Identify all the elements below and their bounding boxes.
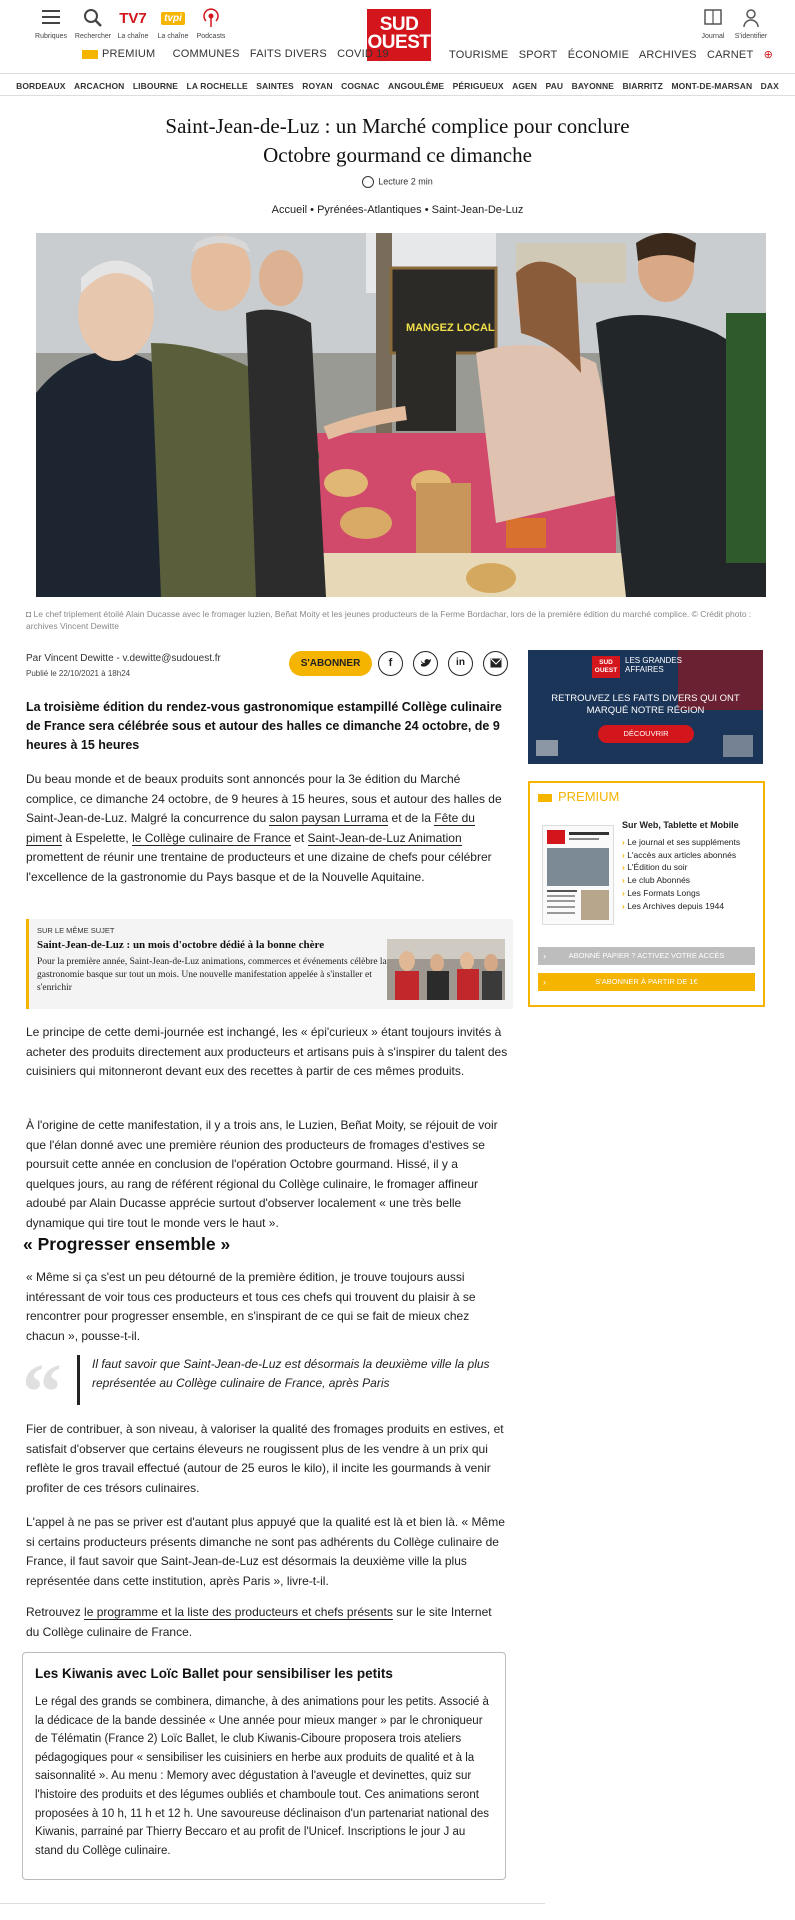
list-item: › L'accès aux articles abonnés xyxy=(622,849,740,862)
related-thumbnail xyxy=(387,939,505,1000)
premium-icon xyxy=(538,794,552,802)
nav-tourisme[interactable]: TOURISME xyxy=(449,49,509,61)
ad-logo: SUD OUEST xyxy=(592,656,620,678)
related-summary: Pour la première année, Saint-Jean-de-Luz animations, commerces et événements célèbre la gastronomie basque sur tout un mois. Une nouvelle manifestation appelée à s'installer et s'enrichir xyxy=(37,957,387,993)
nav-sport[interactable]: SPORT xyxy=(518,49,558,61)
advert-banner[interactable]: SUD OUEST LES GRANDES AFFAIRES RETROUVEZ LES FAITS DIVERS QUI ONT MARQUÉ NOTRE RÉGION DÉCOUVRIR xyxy=(528,650,763,764)
quote-bar xyxy=(77,1355,80,1405)
city-link[interactable]: LA ROCHELLE xyxy=(186,81,248,91)
tv7-logo: TV7 xyxy=(119,10,147,27)
activate-access-button[interactable]: › ABONNÉ PAPIER ? ACTIVEZ VOTRE ACCÈS xyxy=(538,947,755,965)
photo-caption: ◘ Le chef triplement étoilé Alain Ducasse avec le fromager luzien, Beñat Moity et les jeunes producteurs de la Ferme Bordachar, lors de la première édition du marché complice. © Crédit photo : archives Vincent Dewitte xyxy=(26,609,752,631)
ad-discover-button[interactable]: DÉCOUVRIR xyxy=(598,725,694,743)
publish-date: Publié le 22/10/2021 à 18h24 xyxy=(26,669,131,678)
pull-quote: “ Il faut savoir que Saint-Jean-de-Luz est désormais la deuxième ville la plus représentée au Collège culinaire de France, après Paris xyxy=(22,1349,490,1437)
city-link[interactable]: COGNAC xyxy=(341,81,380,91)
camera-icon: ◘ xyxy=(26,609,34,619)
add-icon[interactable]: ⊕ xyxy=(763,49,774,61)
divider xyxy=(0,95,795,96)
email-share-icon[interactable] xyxy=(483,651,508,676)
nav-communes[interactable]: COMMUNES xyxy=(172,48,240,60)
city-link[interactable]: PÉRIGUEUX xyxy=(452,81,504,91)
city-link[interactable]: BAYONNE xyxy=(571,81,615,91)
nav-faits-divers[interactable]: FAITS DIVERS xyxy=(249,48,327,60)
link-lurrama[interactable]: salon paysan Lurrama xyxy=(269,811,389,825)
divider xyxy=(0,1903,545,1904)
section-heading: « Progresser ensemble » xyxy=(23,1234,231,1254)
linkedin-share-icon[interactable]: in xyxy=(448,651,473,676)
info-box xyxy=(22,1652,506,1880)
user-icon xyxy=(728,8,774,30)
city-link[interactable]: MONT-DE-MARSAN xyxy=(671,81,753,91)
city-link[interactable]: BIARRITZ xyxy=(622,81,663,91)
facebook-share-icon[interactable]: f xyxy=(378,651,403,676)
ad-headline: RETROUVEZ LES FAITS DIVERS QUI ONT MARQUÉ NOTRE RÉGION xyxy=(551,693,740,716)
nav-economie[interactable]: ÉCONOMIE xyxy=(567,49,630,61)
city-link[interactable]: LIBOURNE xyxy=(132,81,179,91)
city-link[interactable]: DAX xyxy=(760,81,779,91)
subscribe-button[interactable]: S'ABONNER xyxy=(289,651,372,676)
link-college-culinaire[interactable]: le Collège culinaire de France xyxy=(132,830,291,845)
podcasts-link[interactable]: Podcasts xyxy=(188,8,234,41)
quote-mark-icon: “ xyxy=(22,1349,62,1437)
chevron-right-icon: › xyxy=(543,977,546,987)
link-programme[interactable]: le programme et la liste des producteurs et chefs présents xyxy=(84,1605,393,1619)
paragraph: Fier de contribuer, à son niveau, à valoriser la qualité des fromages produits en estives, et satisfait d'observer que certains éleveurs ne rougissent plus de les vendre à un prix qui reflète le gros travail effectué (autour de 25 euros le kilo), il incite les gourmands à venir profiter de ces trésors culinaires. xyxy=(26,1422,504,1495)
related-title: Saint-Jean-de-Luz : un mois d'octobre dédié à la bonne chère xyxy=(37,939,325,951)
paragraph: Le principe de cette demi-journée est inchangé, les « épi'curieux » étant toujours invités à acheter des produits directement aux producteurs et artisans puis à s'inspirer du talent des cuisiniers qui mitonneront devant eux des recettes à partir de ces mêmes produits. xyxy=(26,1025,508,1078)
nav-covid[interactable]: COVID 19 xyxy=(337,48,389,60)
podcast-icon xyxy=(188,8,234,30)
paragraph: « Même si ça s'est un peu détourné de la première édition, je trouve toujours aussi intéressant de voir tous ces producteurs et tous ces chefs qui trouvent du plaisir à se rencontrer pour progresser ensemble, en s'inspirant de ce qui se fait de mieux chez chacun », pousse-t-il. xyxy=(26,1270,476,1343)
premium-title: PREMIUM xyxy=(538,789,619,804)
read-time: Lecture 2 min xyxy=(0,176,795,188)
twitter-share-icon[interactable] xyxy=(413,651,438,676)
paragraph: Retrouvez le programme et la liste des producteurs et chefs présents sur le site Internet du Collège culinaire de France. xyxy=(26,1605,492,1639)
city-link[interactable]: SAINTES xyxy=(256,81,294,91)
tv7-link[interactable]: TV7 La chaîne xyxy=(110,8,156,41)
list-item: › Le club Abonnés xyxy=(622,874,740,887)
menu-icon xyxy=(28,8,74,30)
related-article[interactable]: SUR LE MÊME SUJET Saint-Jean-de-Luz : un mois d'octobre dédié à la bonne chère Pour la première année, Saint-Jean-de-Luz animations, commerces et événements célèbre la gastronomie basque sur tout un mois. Une nouvelle manifestation appelée à s'installer et s'enrichir xyxy=(26,919,513,1009)
paragraph: L'appel à ne pas se priver est d'autant plus appuyé que la qualité est là et bien là. « Même si certains producteurs présents dimanche ne sont pas adhérents du Collège culinaire de France, il faut savoir que Saint-Jean-de-Luz est désormais la deuxième ville la plus représentée dans cette institution, après Paris », livre-t-il. xyxy=(26,1515,505,1588)
login-link[interactable]: S'identifier xyxy=(728,8,774,41)
city-link[interactable]: ARCACHON xyxy=(74,81,125,91)
chevron-right-icon: › xyxy=(543,951,546,961)
info-box-title: Les Kiwanis avec Loïc Ballet pour sensibiliser les petits xyxy=(35,1666,393,1681)
paragraph: À l'origine de cette manifestation, il y a trois ans, le Luzien, Beñat Moity, se réjouit de voir que l'élan donné avec une première réunion des producteurs de fromages d'estives se poursuit cette année en conclusion de l'opération Octobre gourmand. Hissé, il y a quelques jours, au rang de référent régional du Collège culinaire, le fromager affineur adoubé par Alain Ducasse apprécie surtout d'observer localement « une très belle dynamique qui tire tout le monde vers le haut ». xyxy=(26,1118,498,1230)
nav-carnet[interactable]: CARNET xyxy=(706,49,754,61)
journal-link[interactable]: Journal xyxy=(690,8,736,41)
author[interactable]: Par Vincent Dewitte - v.dewitte@sudouest.fr xyxy=(26,653,221,664)
hero-photo xyxy=(36,233,766,597)
article-lead: La troisième édition du rendez-vous gastronomique estampillé Collège culinaire de France sera célébrée sous et autour des halles ce dimanche 24 octobre, de 9 heures à 15 heures xyxy=(26,700,502,752)
sud-ouest-logo[interactable]: SUD OUEST xyxy=(367,9,431,61)
city-link[interactable]: ANGOULÊME xyxy=(388,81,445,91)
list-item: › Les Archives depuis 1944 xyxy=(622,900,740,913)
subscribe-premium-button[interactable]: › S'ABONNER À PARTIR DE 1€ xyxy=(538,973,755,991)
divider xyxy=(0,73,795,74)
premium-box: PREMIUM Sur Web, Tablette et Mobile › Le journal et ses suppléments › L'accès aux articles abonnés › L'Édition du soir › Le club Abonnés › Les Formats Longs › Les Archives depuis 1944 › ABONNÉ PAPIER ? ACTIVEZ VOTRE ACCÈS › S'ABONNER À PARTIR DE 1€ xyxy=(528,781,765,1007)
premium-icon xyxy=(82,50,98,59)
nav-premium[interactable]: PREMIUM xyxy=(82,48,162,60)
city-link[interactable]: PAU xyxy=(545,81,564,91)
link-fete-piment[interactable]: Fête du piment xyxy=(26,811,475,845)
main-nav-right xyxy=(449,48,780,61)
city-nav xyxy=(0,81,795,91)
article-title: Saint-Jean-de-Luz : un Marché complice pour conclure Octobre gourmand ce dimanche xyxy=(165,114,630,167)
nav-archives[interactable]: ARCHIVES xyxy=(638,49,697,61)
list-item: › Le journal et ses suppléments xyxy=(622,836,740,849)
search-button[interactable]: Rechercher xyxy=(70,8,116,41)
premium-features xyxy=(622,836,740,912)
list-item: › L'Édition du soir xyxy=(622,861,740,874)
link-sjdl-animation[interactable]: Saint-Jean-de-Luz Animation xyxy=(307,830,462,845)
byline xyxy=(26,651,221,681)
tvpi-logo: tvpi xyxy=(150,8,196,30)
clock-icon xyxy=(362,176,374,188)
city-link[interactable]: ROYAN xyxy=(302,81,333,91)
city-link[interactable]: AGEN xyxy=(512,81,538,91)
paragraph: Du beau monde et de beaux produits sont annoncés pour la 3e édition du Marché complice, ce dimanche 24 octobre, de 9 heures à 15 heures, sous et autour des halles de Saint-Jean-de-Luz. Malgré la concurrence du salon paysan Lurrama et de la Fête du piment à Espelette, le Collège culinaire de France et Saint-Jean-de-Luz Animation promettent de réunir une trentaine de producteurs et une dizaine de chefs pour célébrer l'excellence de la gastronomie du Pays basque et de la Nouvelle Aquitaine. xyxy=(26,772,502,884)
list-item: › Les Formats Longs xyxy=(622,887,740,900)
menu-button[interactable]: Rubriques xyxy=(28,8,74,41)
breadcrumb[interactable]: Accueil • Pyrénées-Atlantiques • Saint-Jean-De-Luz xyxy=(271,204,524,216)
tvpi-link[interactable]: tvpi La chaîne xyxy=(150,8,196,41)
city-link[interactable]: BORDEAUX xyxy=(16,81,66,91)
newspaper-thumbnail xyxy=(542,825,614,925)
main-nav-left xyxy=(82,48,396,60)
svg-text:MANGEZ LOCAL: MANGEZ LOCAL xyxy=(406,322,495,334)
info-box-text: Le régal des grands se combinera, dimanche, à des animations pour les petits. Associé à la dédicace de la bande dessinée « Une année pour mieux manger » par le chroniqueur de Télématin (France 2) Loïc Ballet, le club Kiwanis-Ciboure proposera trois ateliers pédagogiques pour « sensibiliser les cuisiniers en herbe aux produits de qualité et à la saisonnalité ». Au menu : Memory avec dégustation à l'aveugle et devinettes, quiz sur l'histoire des produits et des légumes oubliés et chamboule tout. Ces animations seront proposées à 10 h, 11 h et 12 h. Une savoureuse déclinaison d'un partenariat national des Kiwanis, parrainé par Thierry Beccaro et au profit de l'Unicef. Inscriptions le jour J au stand du Collège culinaire. xyxy=(35,1696,489,1857)
